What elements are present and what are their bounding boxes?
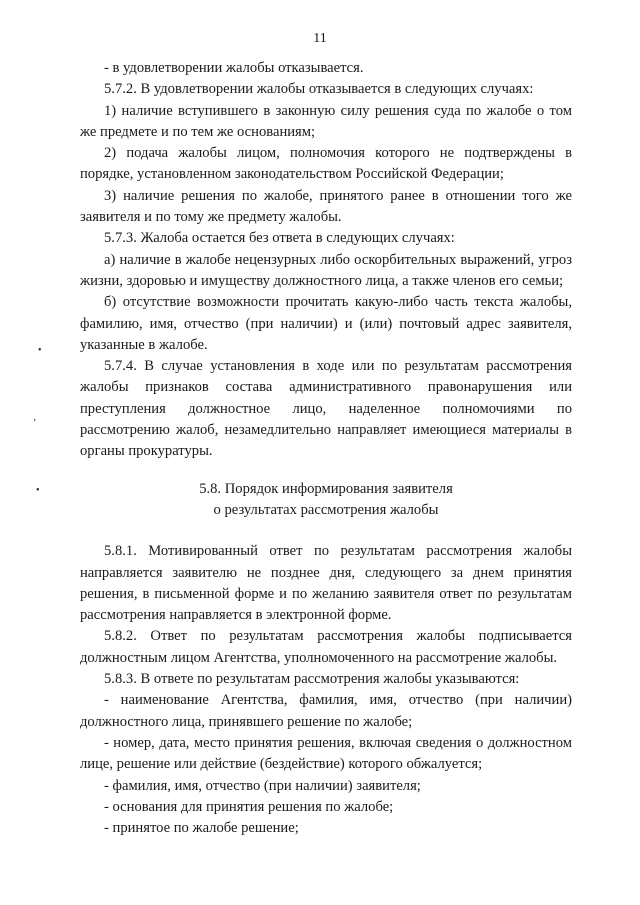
paragraph: 1) наличие вступившего в законную силу решения суда по жалобе о том же предмете и по тем же основаниям; — [80, 102, 572, 140]
section-heading-line: о результатах рассмотрения жалобы — [213, 501, 439, 518]
scan-artifact-mark: • — [38, 345, 42, 356]
scan-artifact-mark: • — [36, 485, 40, 496]
section-heading-line: 5.8. Порядок информирования заявителя — [199, 480, 453, 497]
list-item: - фамилия, имя, отчество (при наличии) заявителя; — [104, 777, 421, 794]
paragraph: 5.8.2. Ответ по результатам рассмотрения жалобы подписывается должностным лицом Агентства, уполномоченного на рассмотрение жалобы. — [80, 628, 572, 666]
paragraph: 5.8.3. В ответе по результатам рассмотрения жалобы указываются: — [104, 671, 520, 688]
paragraph: б) отсутствие возможности прочитать какую-либо часть текста жалобы, фамилию, имя, отчество (при наличии) и (или) почтовый адрес заявителя, указанные в жалобе. — [80, 294, 572, 353]
paragraph: а) наличие в жалобе нецензурных либо оскорбительных выражений, угроз жизни, здоровью и имуществу должностного лица, а также членов его семьи; — [80, 251, 572, 289]
list-item: - основания для принятия решения по жалобе; — [104, 798, 394, 815]
paragraph: 2) подача жалобы лицом, полномочия которого не подтверждены в порядке, установленном законодательством Российской Федерации; — [80, 145, 572, 183]
paragraph: 3) наличие решения по жалобе, принятого ранее в отношении того же заявителя и по тому же предмету жалобы. — [80, 187, 572, 226]
paragraph: 5.8.1. Мотивированный ответ по результатам рассмотрения жалобы направляется заявителю не позднее дня, следующего за днем принятия решения, в письменной форме и по желанию заявителя ответ по результатам рассмотрения направляется в электронной форме. — [80, 543, 572, 624]
list-item: - принятое по жалобе решение; — [104, 820, 299, 837]
page-number: 11 — [313, 31, 327, 46]
paragraph: 5.7.4. В случае установления в ходе или по результатам рассмотрения жалобы признаков состава административного правонарушения или преступления должностное лицо, наделенное полномочиями по рассмотрению жалоб, незамедлительно направляет имеющиеся материалы в органы прокуратуры. — [80, 358, 572, 460]
list-item: - номер, дата, место принятия решения, включая сведения о должностном лице, решение или действие (бездействие) которого обжалуется; — [80, 734, 572, 773]
paragraph: 5.7.3. Жалоба остается без ответа в следующих случаях: — [104, 230, 455, 247]
section-heading — [80, 479, 572, 522]
scan-artifact-mark: ʼ — [33, 418, 37, 429]
list-item: - наименование Агентства, фамилия, имя, отчество (при наличии) должностного лица, принявшего решение по жалобе; — [80, 692, 572, 730]
document-body — [80, 58, 572, 839]
paragraph: 5.7.2. В удовлетворении жалобы отказывается в следующих случаях: — [104, 81, 534, 98]
paragraph: - в удовлетворении жалобы отказывается. — [104, 60, 364, 76]
spacer — [80, 521, 572, 541]
